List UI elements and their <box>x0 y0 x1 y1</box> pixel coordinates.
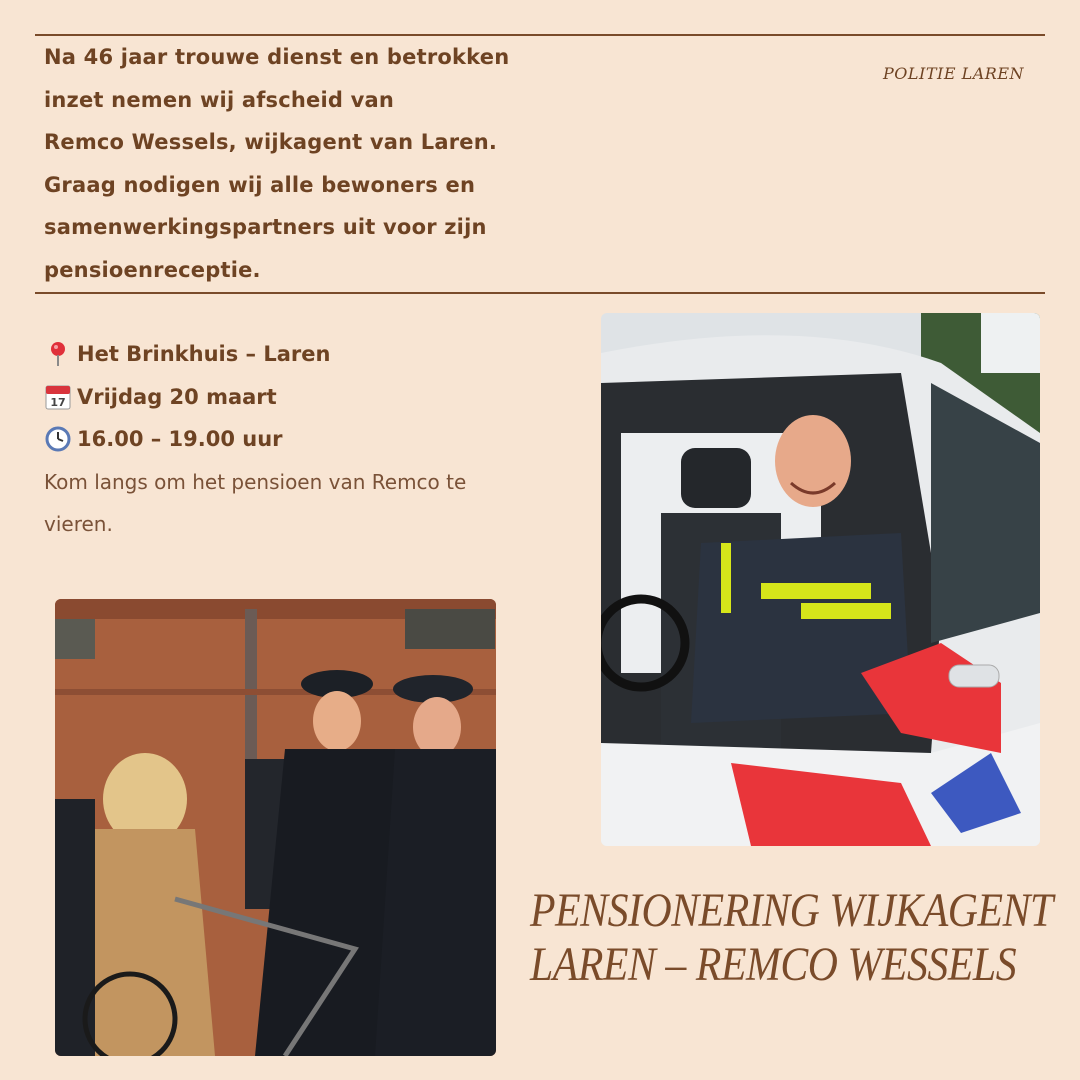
date-text: Vrijdag 20 maart <box>77 384 277 409</box>
time-row <box>44 418 564 461</box>
intro-text <box>44 36 544 291</box>
middle-divider <box>35 292 1045 294</box>
date-row <box>44 376 564 419</box>
photo-police-car <box>601 313 1040 846</box>
time-text: 16.00 – 19.00 uur <box>77 427 283 452</box>
pin-icon <box>44 340 72 368</box>
photo-vintage-officers <box>55 599 496 1056</box>
intro-line: Graag nodigen wij alle bewoners en <box>44 172 476 197</box>
intro-line: samenwerkingspartners uit voor zijn <box>44 215 487 239</box>
intro-line: Remco Wessels, wijkagent van Laren. <box>44 130 498 154</box>
note-line: Kom langs om het pensioen van Remco te <box>44 469 467 494</box>
note-line: vieren. <box>44 512 113 536</box>
clock-icon <box>44 425 72 453</box>
intro-line: Na 46 jaar trouwe dienst en betrokken <box>44 45 510 69</box>
brand-label: POLITIE LAREN <box>883 64 1024 83</box>
event-details <box>44 333 564 546</box>
title-line-1: PENSIONERING WIJKAGENT <box>530 884 1053 937</box>
calendar-icon <box>44 383 72 411</box>
police-car-illustration <box>601 313 1040 846</box>
svg-text:17: 17 <box>50 395 66 409</box>
title-line-2: LAREN – REMCO WESSELS <box>530 938 1017 991</box>
intro-line: pensioenreceptie. <box>44 257 261 282</box>
location-text: Het Brinkhuis – Laren <box>77 342 331 367</box>
location-row <box>44 333 564 376</box>
vintage-officers-illustration <box>55 599 496 1056</box>
event-title <box>530 884 1053 992</box>
intro-line: inzet nemen wij afscheid van <box>44 87 395 112</box>
